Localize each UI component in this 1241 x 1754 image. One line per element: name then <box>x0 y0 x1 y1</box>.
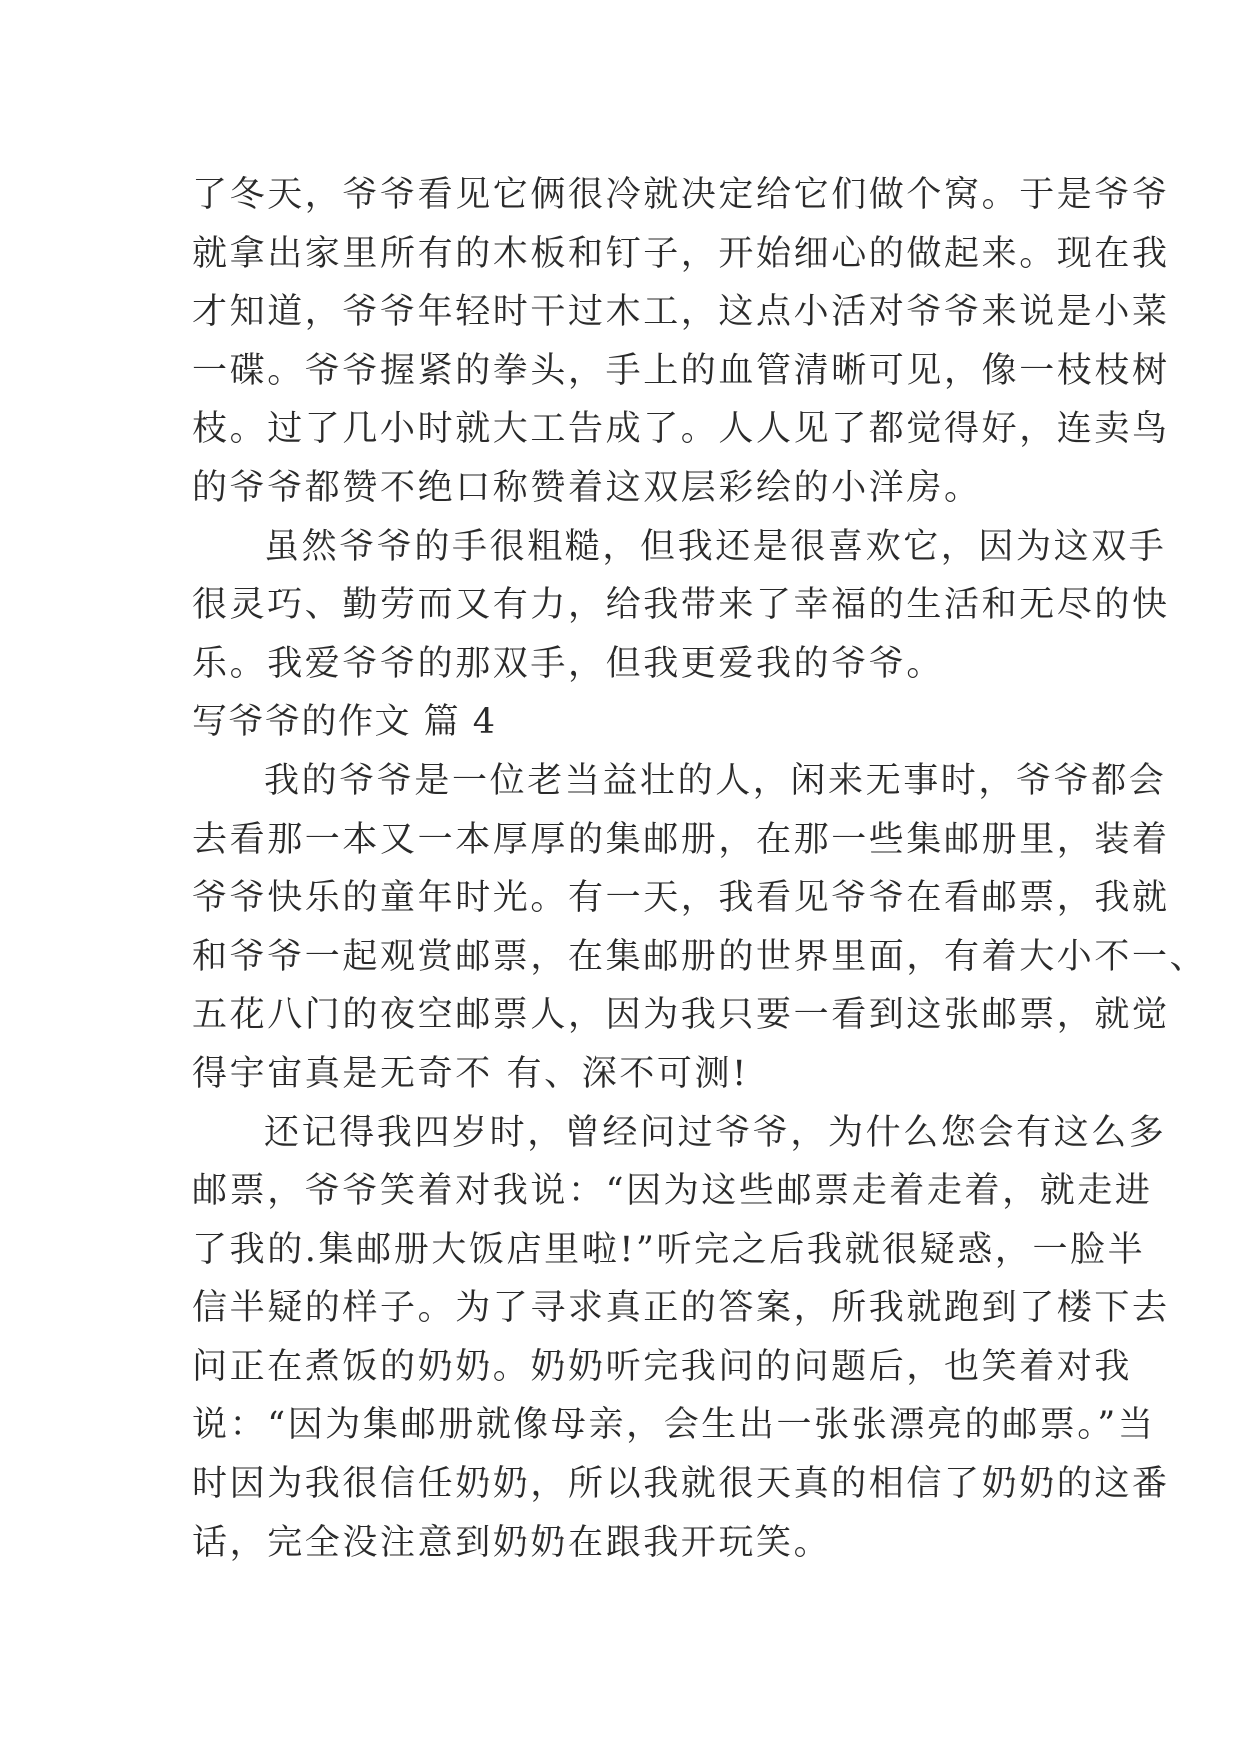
text-line: 很灵巧、勤劳而又有力，给我带来了幸福的生活和无尽的快 <box>192 585 1170 626</box>
text-line: 一碟。爷爷握紧的拳头，手上的血管清晰可见，像一枝枝树 <box>192 350 1170 391</box>
text-line: 说：“因为集邮册就像母亲，会生出一张张漂亮的邮票。”当 <box>192 1405 1156 1446</box>
text-line: 时因为我很信任奶奶，所以我就很天真的相信了奶奶的这番 <box>192 1464 1170 1505</box>
document-body <box>192 166 1208 1572</box>
text-line: 爷爷快乐的童年时光。有一天，我看见爷爷在看邮票，我就 <box>192 878 1170 919</box>
text-line: 得宇宙真是无奇不 有、深不可测! <box>192 1053 749 1094</box>
text-line: 五花八门的夜空邮票人，因为我只要一看到这张邮票，就觉 <box>192 995 1170 1036</box>
text-line: 的爷爷都赞不绝口称赞着这双层彩绘的小洋房。 <box>192 467 982 508</box>
paragraph-memory <box>192 1104 1170 1573</box>
text-line: 乐。我爱爷爷的那双手，但我更爱我的爷爷。 <box>192 643 945 684</box>
text-line: 话，完全没注意到奶奶在跟我开玩笑。 <box>192 1522 832 1563</box>
text-line: 邮票，爷爷笑着对我说：“因为这些邮票走着走着，就走进 <box>192 1171 1153 1212</box>
text-line: 了我的.集邮册大饭店里啦!”听完之后我就很疑惑，一脸半 <box>192 1229 1146 1270</box>
paragraph-intro <box>192 752 1208 1104</box>
text-line: 枝。过了几小时就大工告成了。人人见了都觉得好，连卖鸟 <box>192 409 1170 450</box>
text-line: 我的爷爷是一位老当益壮的人，闲来无事时，爷爷都会 <box>264 760 1167 801</box>
text-line: 才知道，爷爷年轻时干过木工，这点小活对爷爷来说是小菜 <box>192 292 1170 333</box>
paragraph-conclusion <box>192 518 1170 694</box>
paragraph-continuation <box>192 166 1170 518</box>
text-line: 虽然爷爷的手很粗糙，但我还是很喜欢它，因为这双手 <box>264 526 1167 567</box>
text-line: 问正在煮饭的奶奶。奶奶听完我问的问题后，也笑着对我 <box>192 1346 1133 1387</box>
essay-heading: 写爷爷的作文 篇 4 <box>192 702 497 743</box>
text-line: 了冬天，爷爷看见它俩很冷就决定给它们做个窝。于是爷爷 <box>192 175 1170 215</box>
text-line: 信半疑的样子。为了寻求真正的答案，所我就跑到了楼下去 <box>192 1288 1170 1329</box>
text-line: 还记得我四岁时，曾经问过爷爷，为什么您会有这么多 <box>264 1112 1167 1153</box>
text-line: 去看那一本又一本厚厚的集邮册，在那一些集邮册里，装着 <box>192 819 1170 860</box>
text-line: 就拿出家里所有的木板和钉子，开始细心的做起来。现在我 <box>192 233 1170 274</box>
text-line: 和爷爷一起观赏邮票，在集邮册的世界里面，有着大小不一、 <box>192 936 1208 977</box>
